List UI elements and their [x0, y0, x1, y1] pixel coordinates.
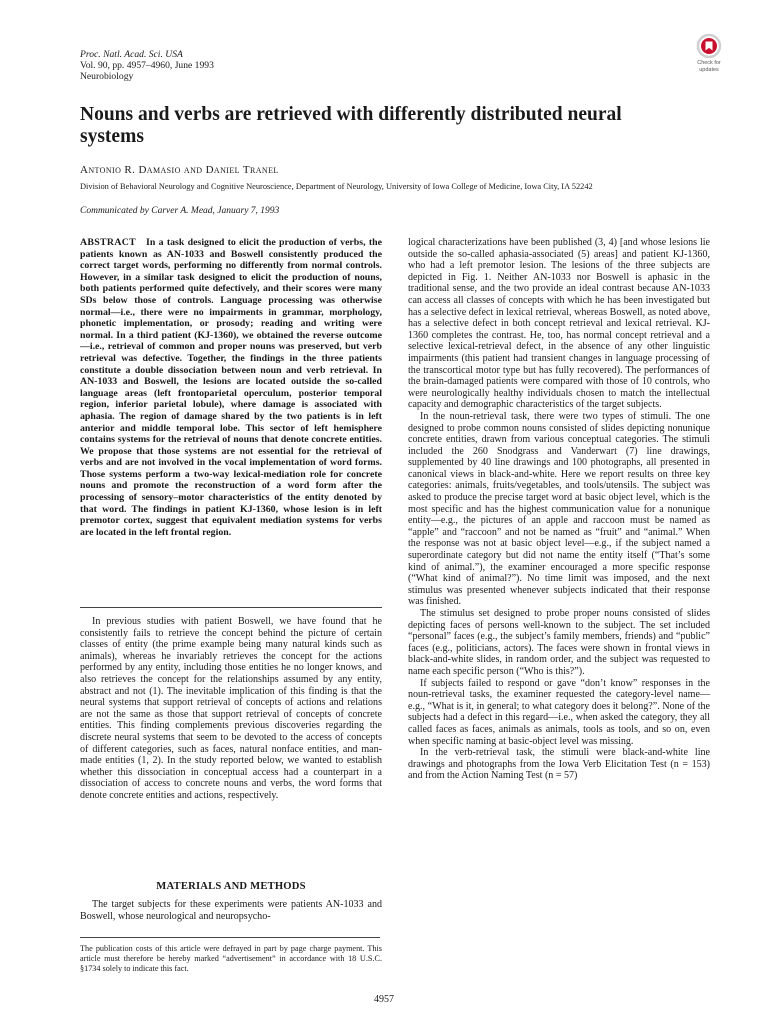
authors: Antonio R. Damasio and Daniel Tranel	[80, 164, 279, 176]
affiliation: Division of Behavioral Neurology and Cognitive Neuroscience, Department of Neurology, University of Iowa College of Medicine, Iowa City, IA 52242	[80, 182, 593, 191]
article-title: Nouns and verbs are retrieved with differently distributed neural systems	[80, 104, 622, 147]
section-name: Neurobiology	[80, 71, 134, 82]
abstract-divider	[80, 607, 382, 608]
abstract	[80, 237, 382, 538]
methods-body	[80, 899, 382, 922]
right-paragraph-4: If subjects failed to respond or gave “don’t know” responses in the noun-retrieval tasks, the examiner requested the category-level name—e.g., “What is it, in general; to what category does it belong?”. None of the subjects had a defect in this regard—i.e., when asked the category, they all called faces as faces, animals as animals, tools as tools, and so on, even when specific naming at basic-object level was missing.	[408, 677, 710, 747]
journal-name: Proc. Natl. Acad. Sci. USA	[80, 49, 183, 60]
methods-paragraph: The target subjects for these experiments were patients AN-1033 and Boswell, whose neurological and neuropsycho-	[80, 899, 382, 922]
intro-paragraph: In previous studies with patient Boswell, we have found that he consistently fails to retrieve the concept behind the picture of certain classes of entity (the prime example being many natural kinds such as animals), whereas he invariably retrieves the concept for the actions performed by any entity, including those entities he no longer knows, and also retrieves the concept for the relationships assumed by any entity, abstract and not (1). The inevitable implication of this finding is that the neural systems that support retrieval of concepts of actions and relations are not the same as those that support retrieval of concepts of concrete entities. This finding complements previous discoveries regarding the discrete neural systems that seem to be devoted to the access of concepts of different categories, such as faces, natural nonface entities, and man-made entities (1, 2). In the study reported below, we wanted to establish whether this dissociation in conceptual access had a counterpart in a dissociation of access to concrete nouns and verbs, the word forms that denote concrete entities and actions, respectively.	[80, 616, 382, 801]
abstract-label: ABSTRACT	[80, 237, 137, 248]
journal-header	[80, 49, 214, 82]
check-for-updates-badge[interactable]	[690, 33, 728, 73]
abstract-text: In a task designed to elicit the production of verbs, the patients known as AN-1033 and Boswell consistently produced the correct target words, performing no differently from normal controls. However, in a similar task designed to elicit the production of nouns, both patients performed quite defectively, and their scores were many SDs below those of controls. Language processing was otherwise normal—i.e., there were no impairments in grammar, morphology, phonetic implementation, or prosody; reading and writing were normal. In a third patient (KJ-1360), we obtained the reverse outcome—i.e., retrieval of common and proper nouns was preserved, but verb retrieval was defective. Together, the findings in the three patients constitute a double dissociation between noun and verb retrieval. In AN-1033 and Boswell, the lesions are located outside the so-called language areas (left frontoparietal operculum, posterior temporal region, inferior parietal lobule), where damage is associated with aphasia. The region of damage shared by the two patients is in left anterior and middle temporal lobe. This sector of left hemisphere contains systems for the retrieval of nouns that denote concrete entities. We propose that those systems are not essential for the retrieval of verbs and are not involved in the vocal implementation of word forms. Those systems perform a two-way lexical-mediation role for concrete nouns and promote the reconstruction of a word form after the processing of sensory–motor characteristics of the entity denoted by that word. The findings in patient KJ-1360, whose lesion is in left premotor cortex, suggest that equivalent mediation systems for verbs are located in the left frontal region.	[80, 237, 382, 538]
right-paragraph-3: The stimulus set designed to probe proper nouns consisted of slides depicting faces of persons well-known to the subject. The set included “personal” faces (e.g., the subject’s family members, friends) and “public” faces (e.g., politicians, actors). The faces were shown in frontal views in black-and-white slides, in random order, and the subject was requested to name each specific person (“Who is this?”).	[408, 608, 710, 677]
volume-info: Vol. 90, pp. 4957–4960, June 1993	[80, 60, 214, 71]
badge-caption-2: updates	[699, 67, 719, 73]
section-heading-methods: MATERIALS AND METHODS	[156, 881, 306, 892]
right-paragraph-2: In the noun-retrieval task, there were two types of stimuli. The one designed to probe common nouns consisted of slides depicting nonunique concrete entities, drawn from various conceptual categories. The stimuli included the 260 Snodgrass and Vanderwart (7) line drawings, supplemented by 40 line drawings and 100 photographs, all presented in canonical views in black-and-white. Here we report results on three key categories: animals, fruits/vegetables, and tools/utensils. The subject was asked to produce the precise target word at basic object level, which is the most specific and has the highest communication value for a nonunique entity—e.g., the pictures of an apple and raccoon must be named as “apple” and “raccoon” and not be named as “fruit” and “animal.” When the response was not at basic object level—e.g., if the subject named a superordinate category but did not name the entity itself (“That’s some kind of animal.”), the examiner encouraged a more specific response (“What kind of animal?”). No time limit was imposed, and the next stimulus was presented whenever subjects indicated that their response was finished.	[408, 410, 710, 608]
right-paragraph-5: In the verb-retrieval task, the stimuli were black-and-white line drawings and photographs from the Iowa Verb Elicitation Test (n = 153) and from the Action Naming Test (n = 57)	[408, 747, 710, 782]
right-column	[408, 237, 710, 782]
communicated-by: Communicated by Carver A. Mead, January 7, 1993	[80, 206, 280, 216]
footnote	[80, 944, 382, 974]
introduction	[80, 616, 382, 802]
page-number: 4957	[374, 994, 394, 1005]
footnote-text: The publication costs of this article were defrayed in part by page charge payment. This article must therefore be hereby marked “advertisement” in accordance with 18 U.S.C. §1734 solely to indicate this fact.	[80, 944, 382, 973]
bookmark-icon	[696, 33, 722, 59]
footnote-divider	[80, 937, 380, 938]
badge-caption-1: Check for	[697, 60, 721, 66]
right-paragraph-1: logical characterizations have been published (3, 4) [and whose lesions lie outside the so-called aphasia-associated (5) areas] and patient KJ-1360, who had a left premotor lesion. The lesions of the three subjects are depicted in Fig. 1. Neither AN-1033 nor Boswell is aphasic in the traditional sense, and the two provide an ideal contrast because AN-1033 can access all classes of concepts with which he has been investigated but has a selective defect in lexical retrieval, whereas Boswell, as noted above, has a selective defect in both concept retrieval and lexical retrieval. KJ-1360 completes the contrast. He, too, has normal concept retrieval and a selective lexical-retrieval defect, in the absence of any other linguistic impairments (this patient had transient changes in language processing of the transcortical motor type but has fully recovered). The performances of the brain-damaged patients were compared with those of 10 controls, who were neurologically healthy individuals chosen to match the intellectual capacity and demographic characteristics of the target subjects.	[408, 237, 710, 411]
